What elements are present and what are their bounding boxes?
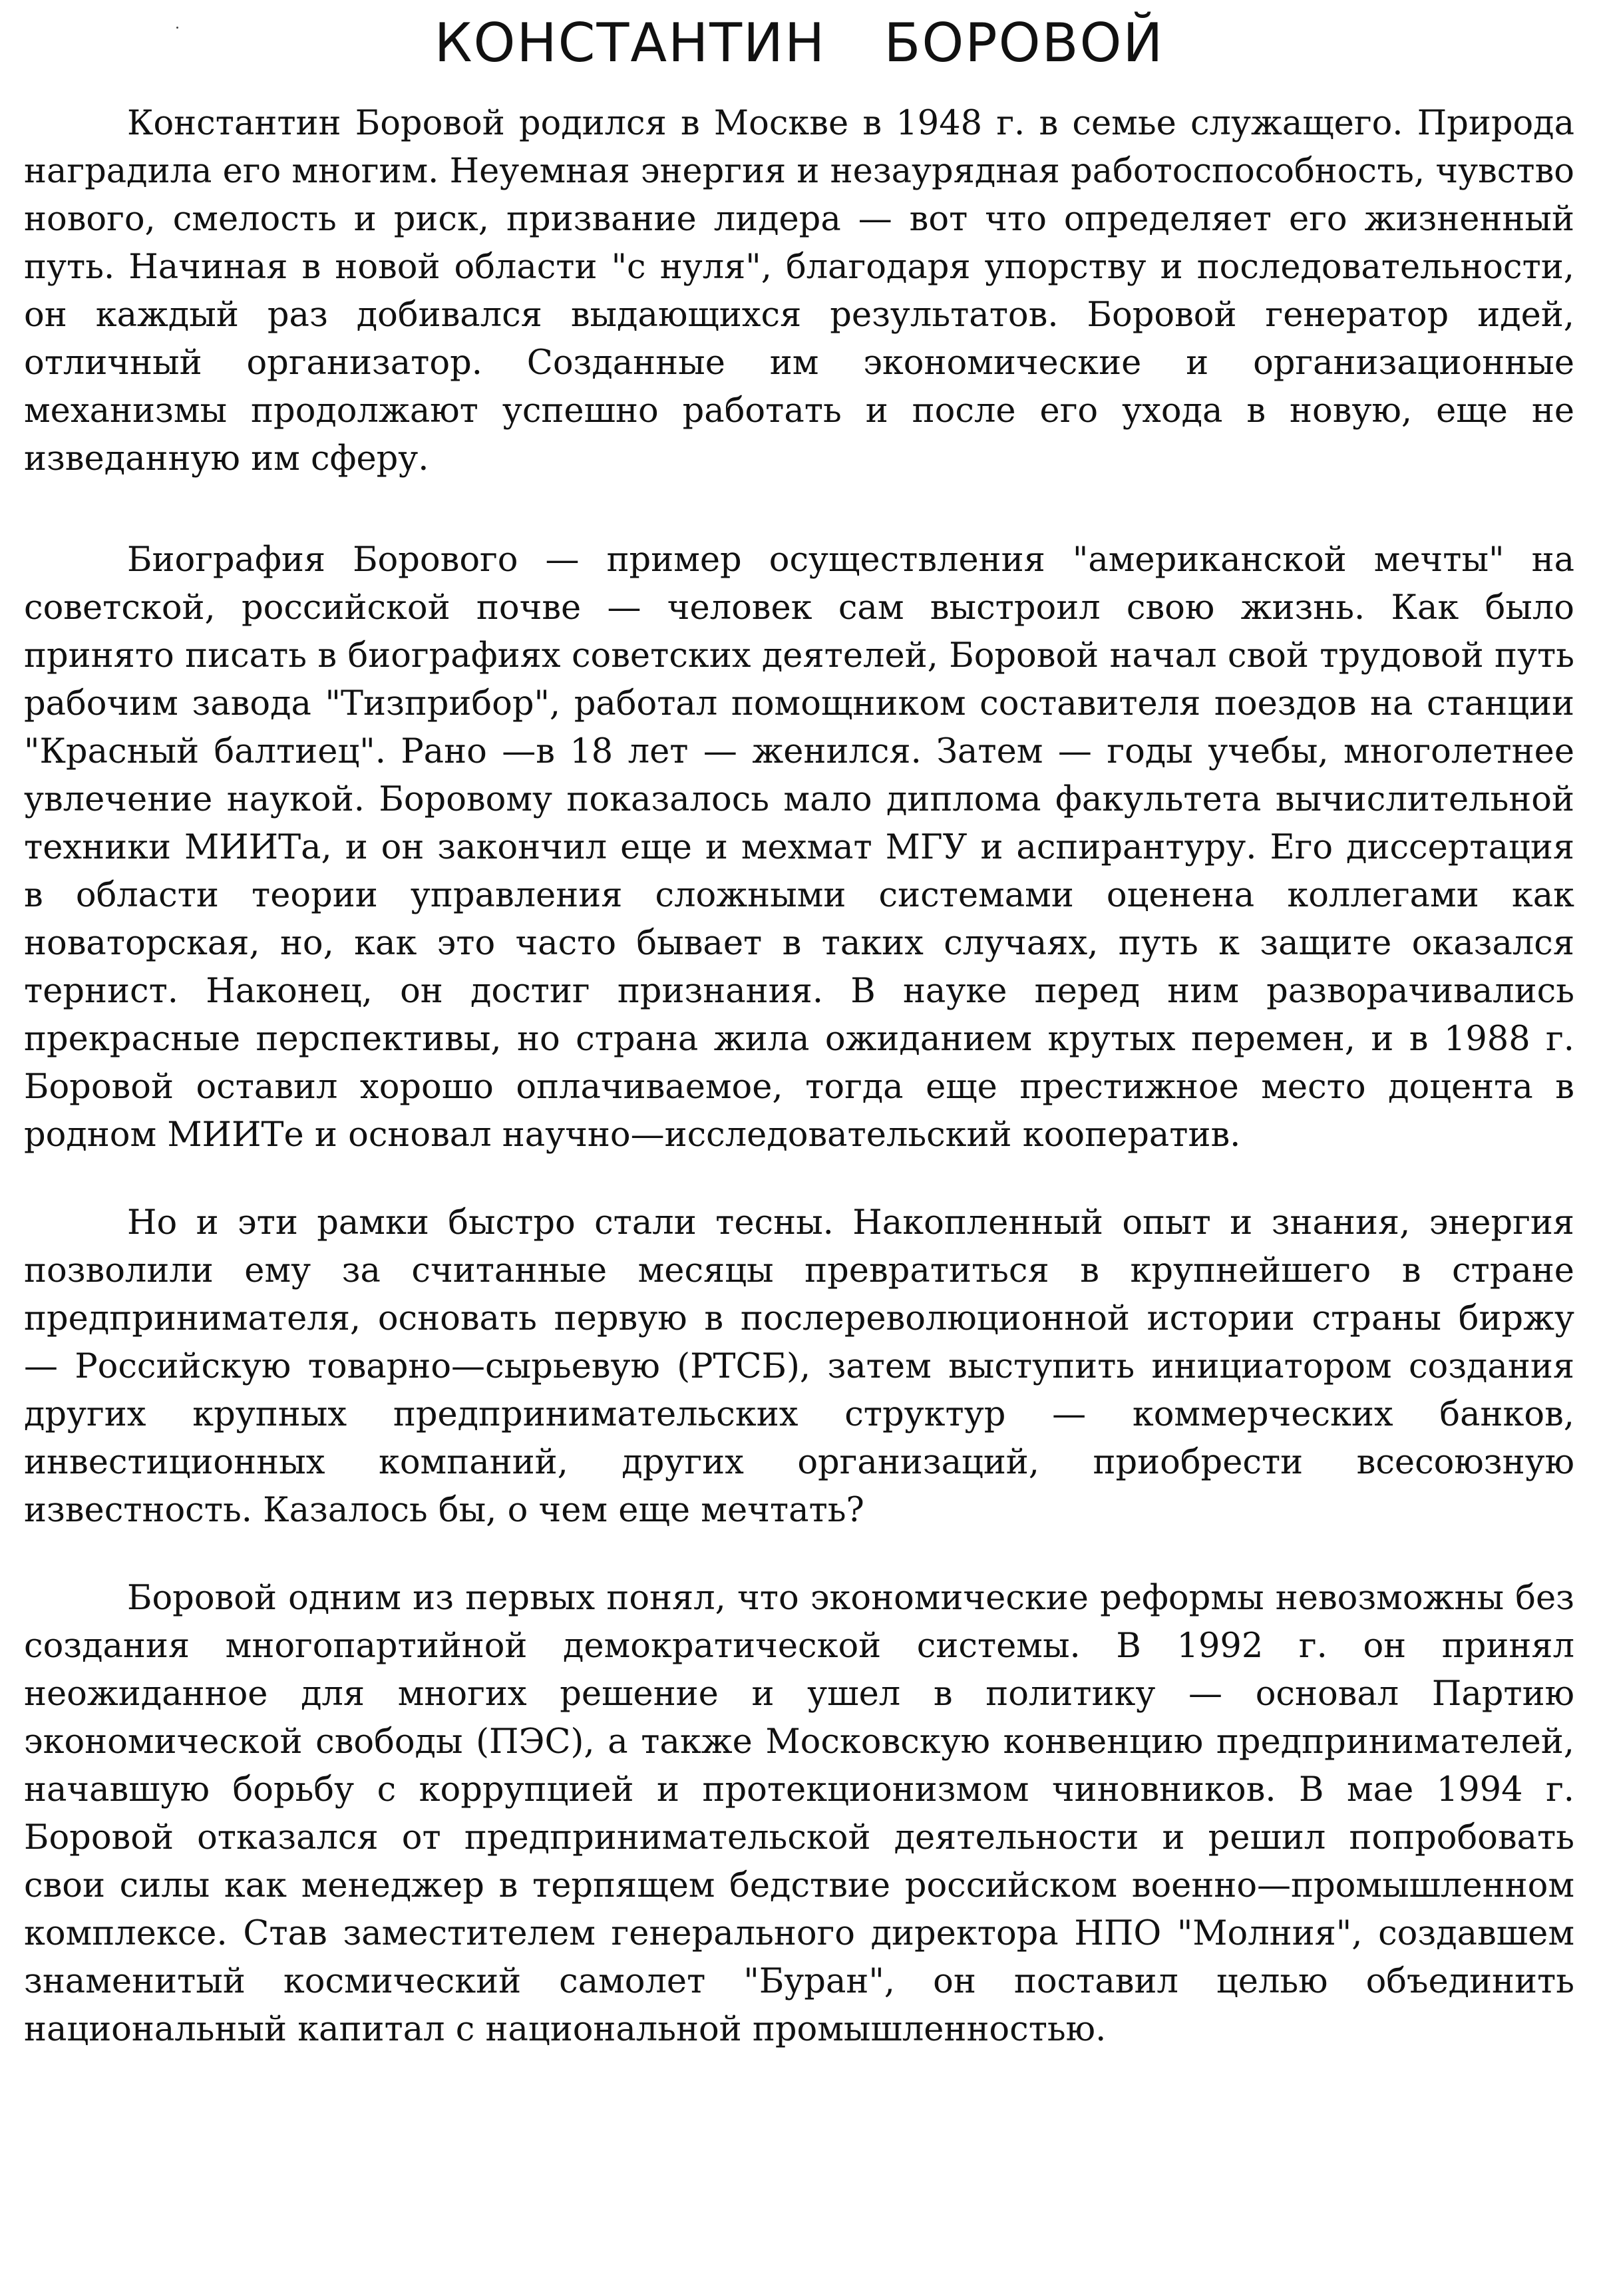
- paragraph-3: Но и эти рамки быстро стали тесны. Накопленный опыт и знания, энергия позволили ему за считанные месяцы превратиться в крупнейшего в стране предпринимателя, основать первую в послереволюционной истории страны биржу — Российскую товарно—сырьевую (РТСБ), затем выступить инициатором создания других крупных предпринимательских структур — коммерческих банков, инвестиционных компаний, других организаций, приобрести всесоюзную известность. Казалось бы, о чем еще мечтать?: [24, 1203, 1574, 1530]
- document-title: КОНСТАНТИН БОРОВОЙ: [434, 12, 1164, 74]
- paragraph-4: Боровой одним из первых понял, что экономические реформы невозможны без создания многопартийной демократической системы. В 1992 г. он принял неожиданное для многих решение и ушел в политику — основал Партию экономической свободы (ПЭС), а также Московскую конвенцию предпринимателей, начавшую борьбу с коррупцией и протекционизмом чиновников. В мае 1994 г. Боровой отказался от предпринимательской деятельности и решил попробовать свои силы как менеджер в терпящем бедствие российском военно—промышленном комплексе. Став заместителем генерального директора НПО "Молния", создавшем знаменитый космический самолет "Буран", он поставил целью объединить национальный капитал с национальной промышленностью.: [24, 1579, 1574, 2049]
- document-page: [24, 0, 1574, 2054]
- paragraph-2: Биография Борового — пример осуществления "американской мечты" на советской, российской почве — человек сам выстроил свою жизнь. Как было принято писать в биографиях советских деятелей, Боровой начал свой трудовой путь рабочим завода "Тизприбор", работал помощником составителя поездов на станции "Красный балтиец". Рано —в 18 лет — женился. Затем — годы учебы, многолетнее увлечение наукой. Боровому показалось мало диплома факультета вычислительной техники МИИТа, и он закончил еще и мехмат МГУ и аспирантуру. Его диссертация в области теории управления сложными системами оценена коллегами как новаторская, но, как это часто бывает в таких случаях, путь к защите оказался тернист. Наконец, он достиг признания. В науке перед ним разворачивались прекрасные перспективы, но страна жила ожиданием крутых перемен, и в 1988 г. Боровой оставил хорошо оплачиваемое, тогда еще престижное место доцента в родном МИИТе и основал научно—исследовательский кооператив.: [24, 540, 1574, 1155]
- paragraph-1: Константин Боровой родился в Москве в 1948 г. в семье служащего. Природа наградила его многим. Неуемная энергия и незаурядная работоспособность, чувство нового, смелость и риск, призвание лидера — вот что определяет его жизненный путь. Начиная в новой области "с нуля", благодаря упорству и последовательности, он каждый раз добивался выдающихся результатов. Боровой генератор идей, отличный организатор. Созданные им экономические и организационные механизмы продолжают успешно работать и после его ухода в новую, еще не изведанную им сферу.: [24, 104, 1574, 478]
- scan-speck: [176, 27, 178, 29]
